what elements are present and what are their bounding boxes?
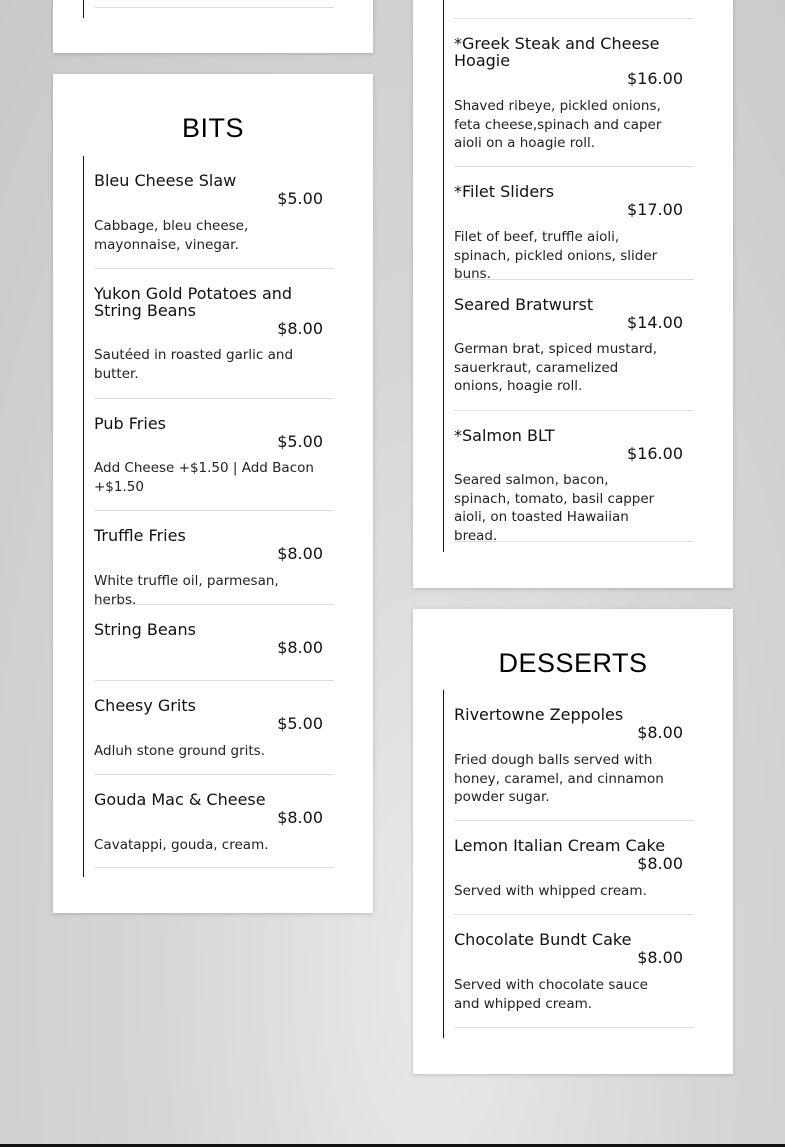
item-price: $17.00 bbox=[627, 200, 683, 219]
item-name: Seared Bratwurst bbox=[454, 295, 594, 314]
item-description: Cavatappi, gouda, cream. bbox=[94, 837, 269, 853]
item-description: Add Cheese +$1.50 | Add Bacon +$1.50 bbox=[94, 460, 314, 495]
previous-section-card bbox=[53, 0, 373, 53]
item-description: Adluh stone ground grits. bbox=[94, 743, 266, 759]
item-name: *Greek Steak and Cheese Hoagie bbox=[454, 34, 660, 70]
item-description: Seared salmon, bacon, spinach, tomato, basil capper aioli, on toasted Hawaiian bread. bbox=[454, 472, 655, 544]
item-name: String Beans bbox=[94, 620, 196, 639]
item-price: $8.00 bbox=[277, 544, 323, 563]
menu-item bbox=[94, 681, 334, 775]
item-price: $8.00 bbox=[637, 723, 683, 742]
item-name: Cheesy Grits bbox=[94, 696, 196, 715]
desserts-section-title: DESSERTS bbox=[498, 648, 648, 678]
bits-item-list bbox=[83, 156, 335, 877]
item-name: *Filet Sliders bbox=[454, 182, 555, 201]
item-name: *Salmon BLT bbox=[454, 426, 555, 445]
item-price: $8.00 bbox=[637, 854, 683, 873]
bits-section-title: BITS bbox=[181, 113, 244, 143]
item-description: Served with chocolate sauce and whipped cream. bbox=[454, 977, 648, 1012]
item-price: $5.00 bbox=[277, 432, 323, 451]
item-name: Truffle Fries bbox=[94, 526, 186, 545]
menu-item bbox=[94, 269, 334, 399]
item-price: $5.00 bbox=[277, 189, 323, 208]
menu-item bbox=[94, 605, 334, 681]
item-description: Filet of beef, truffle aioli, spinach, pickled onions, slider buns. bbox=[454, 229, 658, 282]
item-name: Rivertowne Zeppoles bbox=[454, 705, 624, 724]
sandwiches-item-list bbox=[443, 0, 695, 552]
desserts-item-list bbox=[443, 690, 695, 1038]
item-price: $8.00 bbox=[277, 808, 323, 827]
item-name: Bleu Cheese Slaw bbox=[94, 171, 237, 190]
menu-item bbox=[94, 399, 334, 511]
bits-menu-card bbox=[53, 74, 373, 913]
item-description: Sautéed in roasted garlic and butter. bbox=[94, 347, 294, 382]
menu-item bbox=[454, 167, 694, 280]
item-name: Yukon Gold Potatoes and String Beans bbox=[94, 284, 293, 320]
menu-item bbox=[94, 775, 334, 868]
menu-item bbox=[454, 411, 694, 542]
item-price: $14.00 bbox=[627, 313, 683, 332]
sandwiches-menu-card bbox=[413, 0, 733, 588]
item-description: Fried dough balls served with honey, caramel, and cinnamon powder sugar. bbox=[454, 752, 664, 805]
menu-item bbox=[454, 19, 694, 167]
item-price: $8.00 bbox=[277, 319, 323, 338]
item-price: $5.00 bbox=[277, 714, 323, 733]
item-name: Pub Fries bbox=[94, 414, 166, 433]
item-description: White truffle oil, parmesan, herbs. bbox=[94, 573, 279, 608]
previous-section-rule bbox=[83, 0, 84, 18]
previous-item-tail bbox=[454, 0, 694, 19]
menu-item bbox=[94, 511, 334, 608]
menu-item bbox=[454, 280, 694, 411]
item-name: Gouda Mac & Cheese bbox=[94, 790, 266, 809]
item-price: $8.00 bbox=[277, 638, 323, 657]
item-description: German brat, spiced mustard, sauerkraut, caramelized onions, hoagie roll. bbox=[454, 341, 658, 394]
item-name: Lemon Italian Cream Cake bbox=[454, 836, 666, 855]
item-price: $16.00 bbox=[627, 69, 683, 88]
menu-item bbox=[454, 821, 694, 915]
menu-item bbox=[454, 690, 694, 821]
item-price: $8.00 bbox=[637, 948, 683, 967]
item-name: Chocolate Bundt Cake bbox=[454, 930, 632, 949]
item-description: Served with whipped cream. bbox=[454, 883, 647, 899]
menu-item bbox=[454, 915, 694, 1028]
item-description: Shaved ribeye, pickled onions, feta cheese,spinach and caper aioli on a hoagie roll. bbox=[454, 98, 662, 151]
item-description: Cabbage, bleu cheese, mayonnaise, vinegar. bbox=[94, 218, 249, 253]
menu-item bbox=[94, 156, 334, 269]
item-price: $16.00 bbox=[627, 444, 683, 463]
desserts-menu-card bbox=[413, 609, 733, 1074]
previous-item-divider bbox=[94, 7, 334, 8]
